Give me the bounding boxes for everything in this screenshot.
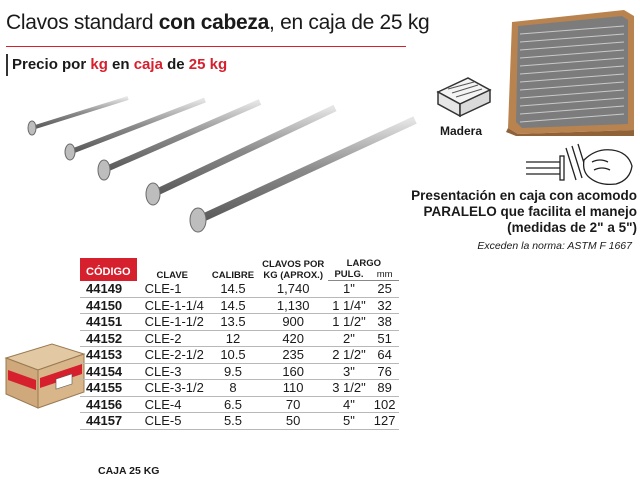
cell-clavos: 50 bbox=[285, 413, 301, 428]
subtitle-bar bbox=[6, 54, 8, 76]
cell-calibre: 12 bbox=[225, 330, 241, 346]
cell-pulg: 2" bbox=[343, 330, 355, 346]
product-box-picture bbox=[4, 340, 86, 412]
table-row bbox=[80, 396, 399, 413]
cell-pulg: 4" bbox=[343, 396, 355, 412]
cell-pulg: 2 1/2" bbox=[332, 347, 366, 362]
cell-codigo: 44152 bbox=[86, 330, 123, 346]
cell-clave: CLE-3-1/2 bbox=[144, 380, 204, 395]
cell-calibre: 9.5 bbox=[223, 363, 243, 379]
cell-mm: 89 bbox=[377, 380, 392, 395]
spec-table bbox=[80, 258, 399, 430]
table-row bbox=[80, 330, 399, 347]
cell-mm: 25 bbox=[377, 281, 392, 296]
cell-pulg: 3" bbox=[343, 363, 355, 379]
cell-pulg: 3 1/2" bbox=[332, 380, 366, 395]
nail-box-photo bbox=[506, 4, 636, 136]
cell-mm: 38 bbox=[377, 314, 392, 329]
table-row bbox=[80, 281, 399, 298]
cell-mm: 127 bbox=[373, 413, 396, 428]
header-clavos-por-kg: CLAVOS POR KG (APROX.) bbox=[262, 258, 325, 281]
wood-icon bbox=[434, 70, 494, 122]
cell-calibre: 6.5 bbox=[223, 396, 243, 412]
nail-3 bbox=[98, 102, 260, 180]
nail-4 bbox=[146, 108, 335, 205]
cell-calibre: 5.5 bbox=[223, 413, 243, 428]
cell-mm: 32 bbox=[377, 297, 392, 313]
table-row bbox=[80, 363, 399, 380]
table-row bbox=[80, 413, 399, 430]
nails-illustration bbox=[20, 90, 420, 240]
cell-codigo: 44154 bbox=[86, 363, 123, 379]
cell-clave: CLE-1 bbox=[144, 280, 182, 296]
cell-codigo: 44150 bbox=[86, 297, 123, 313]
cell-calibre: 10.5 bbox=[220, 347, 246, 362]
cell-calibre: 8 bbox=[229, 380, 237, 395]
cell-clavos: 110 bbox=[282, 380, 304, 395]
cell-clavos: 160 bbox=[282, 363, 305, 379]
cell-clavos: 900 bbox=[282, 314, 305, 329]
cell-codigo: 44157 bbox=[86, 413, 123, 428]
header-pulg: PULG. bbox=[328, 269, 370, 281]
cell-codigo: 44149 bbox=[86, 280, 123, 296]
header-mm: mm bbox=[370, 269, 400, 281]
cell-mm: 102 bbox=[373, 396, 396, 412]
header-calibre: CALIBRE bbox=[211, 269, 255, 281]
box-size-label: CAJA 25 KG bbox=[98, 465, 160, 477]
cell-mm: 64 bbox=[377, 347, 392, 362]
nail-2 bbox=[65, 100, 205, 160]
presentation-note bbox=[405, 188, 637, 236]
table-row bbox=[80, 347, 399, 364]
cell-clave: CLE-5 bbox=[144, 413, 182, 428]
cell-calibre: 13.5 bbox=[220, 314, 246, 329]
title-divider bbox=[6, 46, 406, 47]
cell-clave: CLE-1-1/2 bbox=[144, 314, 204, 329]
cell-clavos: 70 bbox=[285, 396, 301, 412]
cell-pulg: 5" bbox=[343, 413, 355, 428]
cell-mm: 76 bbox=[377, 363, 392, 379]
cell-calibre: 14.5 bbox=[220, 280, 246, 296]
presentation-line-3: (medidas de 2" a 5") bbox=[507, 220, 637, 235]
cell-clave: CLE-1-1/4 bbox=[144, 297, 204, 313]
cell-clave: CLE-2 bbox=[144, 330, 182, 346]
cell-codigo: 44156 bbox=[86, 396, 123, 412]
cell-clave: CLE-3 bbox=[144, 363, 182, 379]
cell-clavos: 1,130 bbox=[276, 297, 310, 313]
header-clave: CLAVE bbox=[156, 269, 188, 281]
cell-calibre: 14.5 bbox=[220, 297, 246, 313]
table-row bbox=[80, 380, 399, 397]
cell-codigo: 44151 bbox=[86, 314, 123, 329]
cell-clavos: 235 bbox=[282, 347, 305, 362]
cell-clave: CLE-2-1/2 bbox=[144, 347, 204, 362]
cell-pulg: 1" bbox=[343, 281, 355, 296]
page-title: Clavos standard con cabeza, en caja de 25 kg bbox=[6, 11, 430, 34]
cell-codigo: 44153 bbox=[86, 347, 123, 362]
price-subtitle: Precio por kg en caja de 25 kg bbox=[12, 56, 228, 73]
cell-clave: CLE-4 bbox=[144, 396, 182, 412]
header-largo: LARGO bbox=[346, 258, 381, 269]
cell-codigo: 44155 bbox=[86, 380, 123, 395]
nail-5 bbox=[190, 120, 415, 232]
nail-1 bbox=[28, 98, 128, 135]
header-codigo: CÓDIGO bbox=[80, 258, 137, 281]
table-row bbox=[80, 314, 399, 331]
wood-label: Madera bbox=[440, 124, 483, 138]
cell-pulg: 1 1/4" bbox=[332, 297, 366, 313]
standard-note: Exceden la norma: ASTM F 1667 bbox=[477, 240, 632, 252]
table-row bbox=[80, 297, 399, 314]
hand-holding-nails-icon bbox=[520, 140, 636, 188]
cell-clavos: 1,740 bbox=[276, 280, 310, 296]
cell-clavos: 420 bbox=[282, 330, 305, 346]
presentation-line-2: PARALELO que facilita el manejo bbox=[423, 204, 637, 219]
cell-pulg: 1 1/2" bbox=[332, 314, 366, 329]
presentation-line-1: Presentación en caja con acomodo bbox=[411, 188, 637, 203]
cell-mm: 51 bbox=[377, 330, 392, 346]
